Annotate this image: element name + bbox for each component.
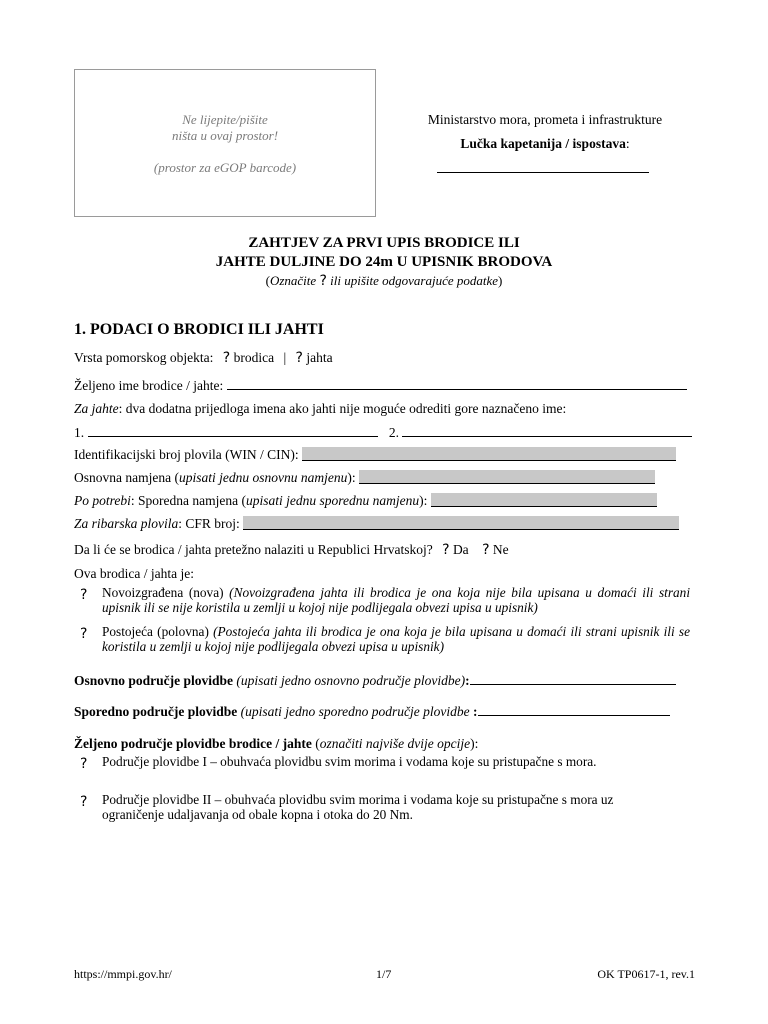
sporedna-row: Po potrebi: Sporedna namjena (upisati jednu sporednu namjenu): (74, 493, 657, 509)
prijedlog-1-field[interactable] (88, 425, 378, 437)
ime-row: Željeno ime brodice / jahte: (74, 378, 687, 394)
checkbox-nova[interactable]: ? (80, 587, 88, 603)
office-input-line[interactable] (437, 172, 649, 173)
ime-field[interactable] (227, 378, 687, 390)
vrsta-row: Vrsta pomorskog objekta: ? brodica | ? jahta (74, 350, 333, 366)
checkbox-podrucje-2[interactable]: ? (80, 794, 88, 810)
cfr-field[interactable] (243, 516, 679, 530)
form-title-2: JAHTE DULJINE DO 24m U UPISNIK BRODOVA (215, 254, 553, 270)
barcode-placeholder (74, 69, 376, 217)
form-title-1: ZAHTJEV ZA PRVI UPIS BRODICE ILI (248, 235, 520, 251)
win-row: Identifikacijski broj plovila (WIN / CIN): (74, 447, 676, 463)
podrucje-1-option: Područje plovidbe I – obuhvaća plovidbu svim morima i vodama koje su pristupačne s mora. (102, 754, 597, 769)
checkbox-polovna[interactable]: ? (80, 626, 88, 642)
checkbox-icon: ? (319, 273, 327, 289)
footer-url: https://mmpi.gov.hr/ (74, 967, 172, 981)
sporedno-podrucje-row: Sporedno područje plovidbe (upisati jedno sporedno područje plovidbe : (74, 704, 670, 720)
osnovno-podrucje-row: Osnovno područje plovidbe (upisati jedno osnovno područje plovidbe): (74, 673, 676, 689)
zeljeno-podrucje-row: Željeno područje plovidbe brodice / jahte (označiti najviše dvije opcije): (74, 736, 479, 751)
section-heading: 1. PODACI O BRODICI ILI JAHTI (74, 321, 324, 338)
podrucje-2-option: Područje plovidbe II – obuhvaća plovidbu svim morima i vodama koje su pristupačne s mora uz ograničenje udaljavanja od obale kopna i otoka do 20 Nm. (102, 792, 614, 822)
prijedlog-2-field[interactable] (402, 425, 692, 437)
polovna-option: Postojeća (polovna) (Postojeća jahta ili brodica je ona koja je bila upisana u domaći ili strani upisnik ili se koristila u zemlji u kojoj nije podlijegala obvezi upisa u upisnik) (102, 624, 690, 654)
checkbox-ne[interactable]: ? (482, 542, 490, 558)
ministry-name: Ministarstvo mora, prometa i infrastrukture (427, 112, 663, 127)
checkbox-da[interactable]: ? (442, 542, 450, 558)
footer-page: 1/7 (376, 967, 392, 981)
checkbox-jahta[interactable]: ? (295, 350, 303, 366)
nova-option: Novoizgrađena (nova) (Novoizgrađena jahta ili brodica je ona koja nije bila upisana u domaći ili strani upisnik ili se nije koristila u zemlji u kojoj nije podlijegala obvezi upisa u upisnik) (102, 585, 691, 615)
za-jahte-row: Za jahte: dva dodatna prijedloga imena ako jahti nije moguće odrediti gore naznačeno ime: (74, 401, 567, 416)
checkbox-podrucje-1[interactable]: ? (80, 756, 88, 772)
office-label: Lučka kapetanija / ispostava (460, 136, 626, 151)
sporedno-podrucje-field[interactable] (478, 704, 670, 716)
form-instruction: (Označite ? ili upišite odgovarajuće podatke) (265, 273, 503, 289)
cfr-row: Za ribarska plovila: CFR broj: (74, 516, 679, 532)
osnovna-field[interactable] (359, 470, 655, 484)
ova-label: Ova brodica / jahta je: (74, 566, 194, 581)
checkbox-brodica[interactable]: ? (222, 350, 231, 366)
barcode-note-1: Ne lijepite/pišite (182, 112, 268, 127)
barcode-note-3: (prostor za eGOP barcode) (153, 160, 297, 175)
footer-code: OK TP0617-1, rev.1 (597, 967, 695, 981)
prijedlozi-row: 1. 2. (74, 425, 692, 441)
win-field[interactable] (302, 447, 676, 461)
sporedna-field[interactable] (431, 493, 657, 507)
osnovna-row: Osnovna namjena (upisati jednu osnovnu namjenu): (74, 470, 655, 486)
hrvatska-row: Da li će se brodica / jahta pretežno nalaziti u Republici Hrvatskoj? ? Da ? Ne (74, 542, 509, 558)
office-label-line: Lučka kapetanija / ispostava: (460, 136, 630, 151)
osnovno-podrucje-field[interactable] (470, 673, 676, 685)
barcode-note-2: ništa u ovaj prostor! (171, 128, 279, 143)
